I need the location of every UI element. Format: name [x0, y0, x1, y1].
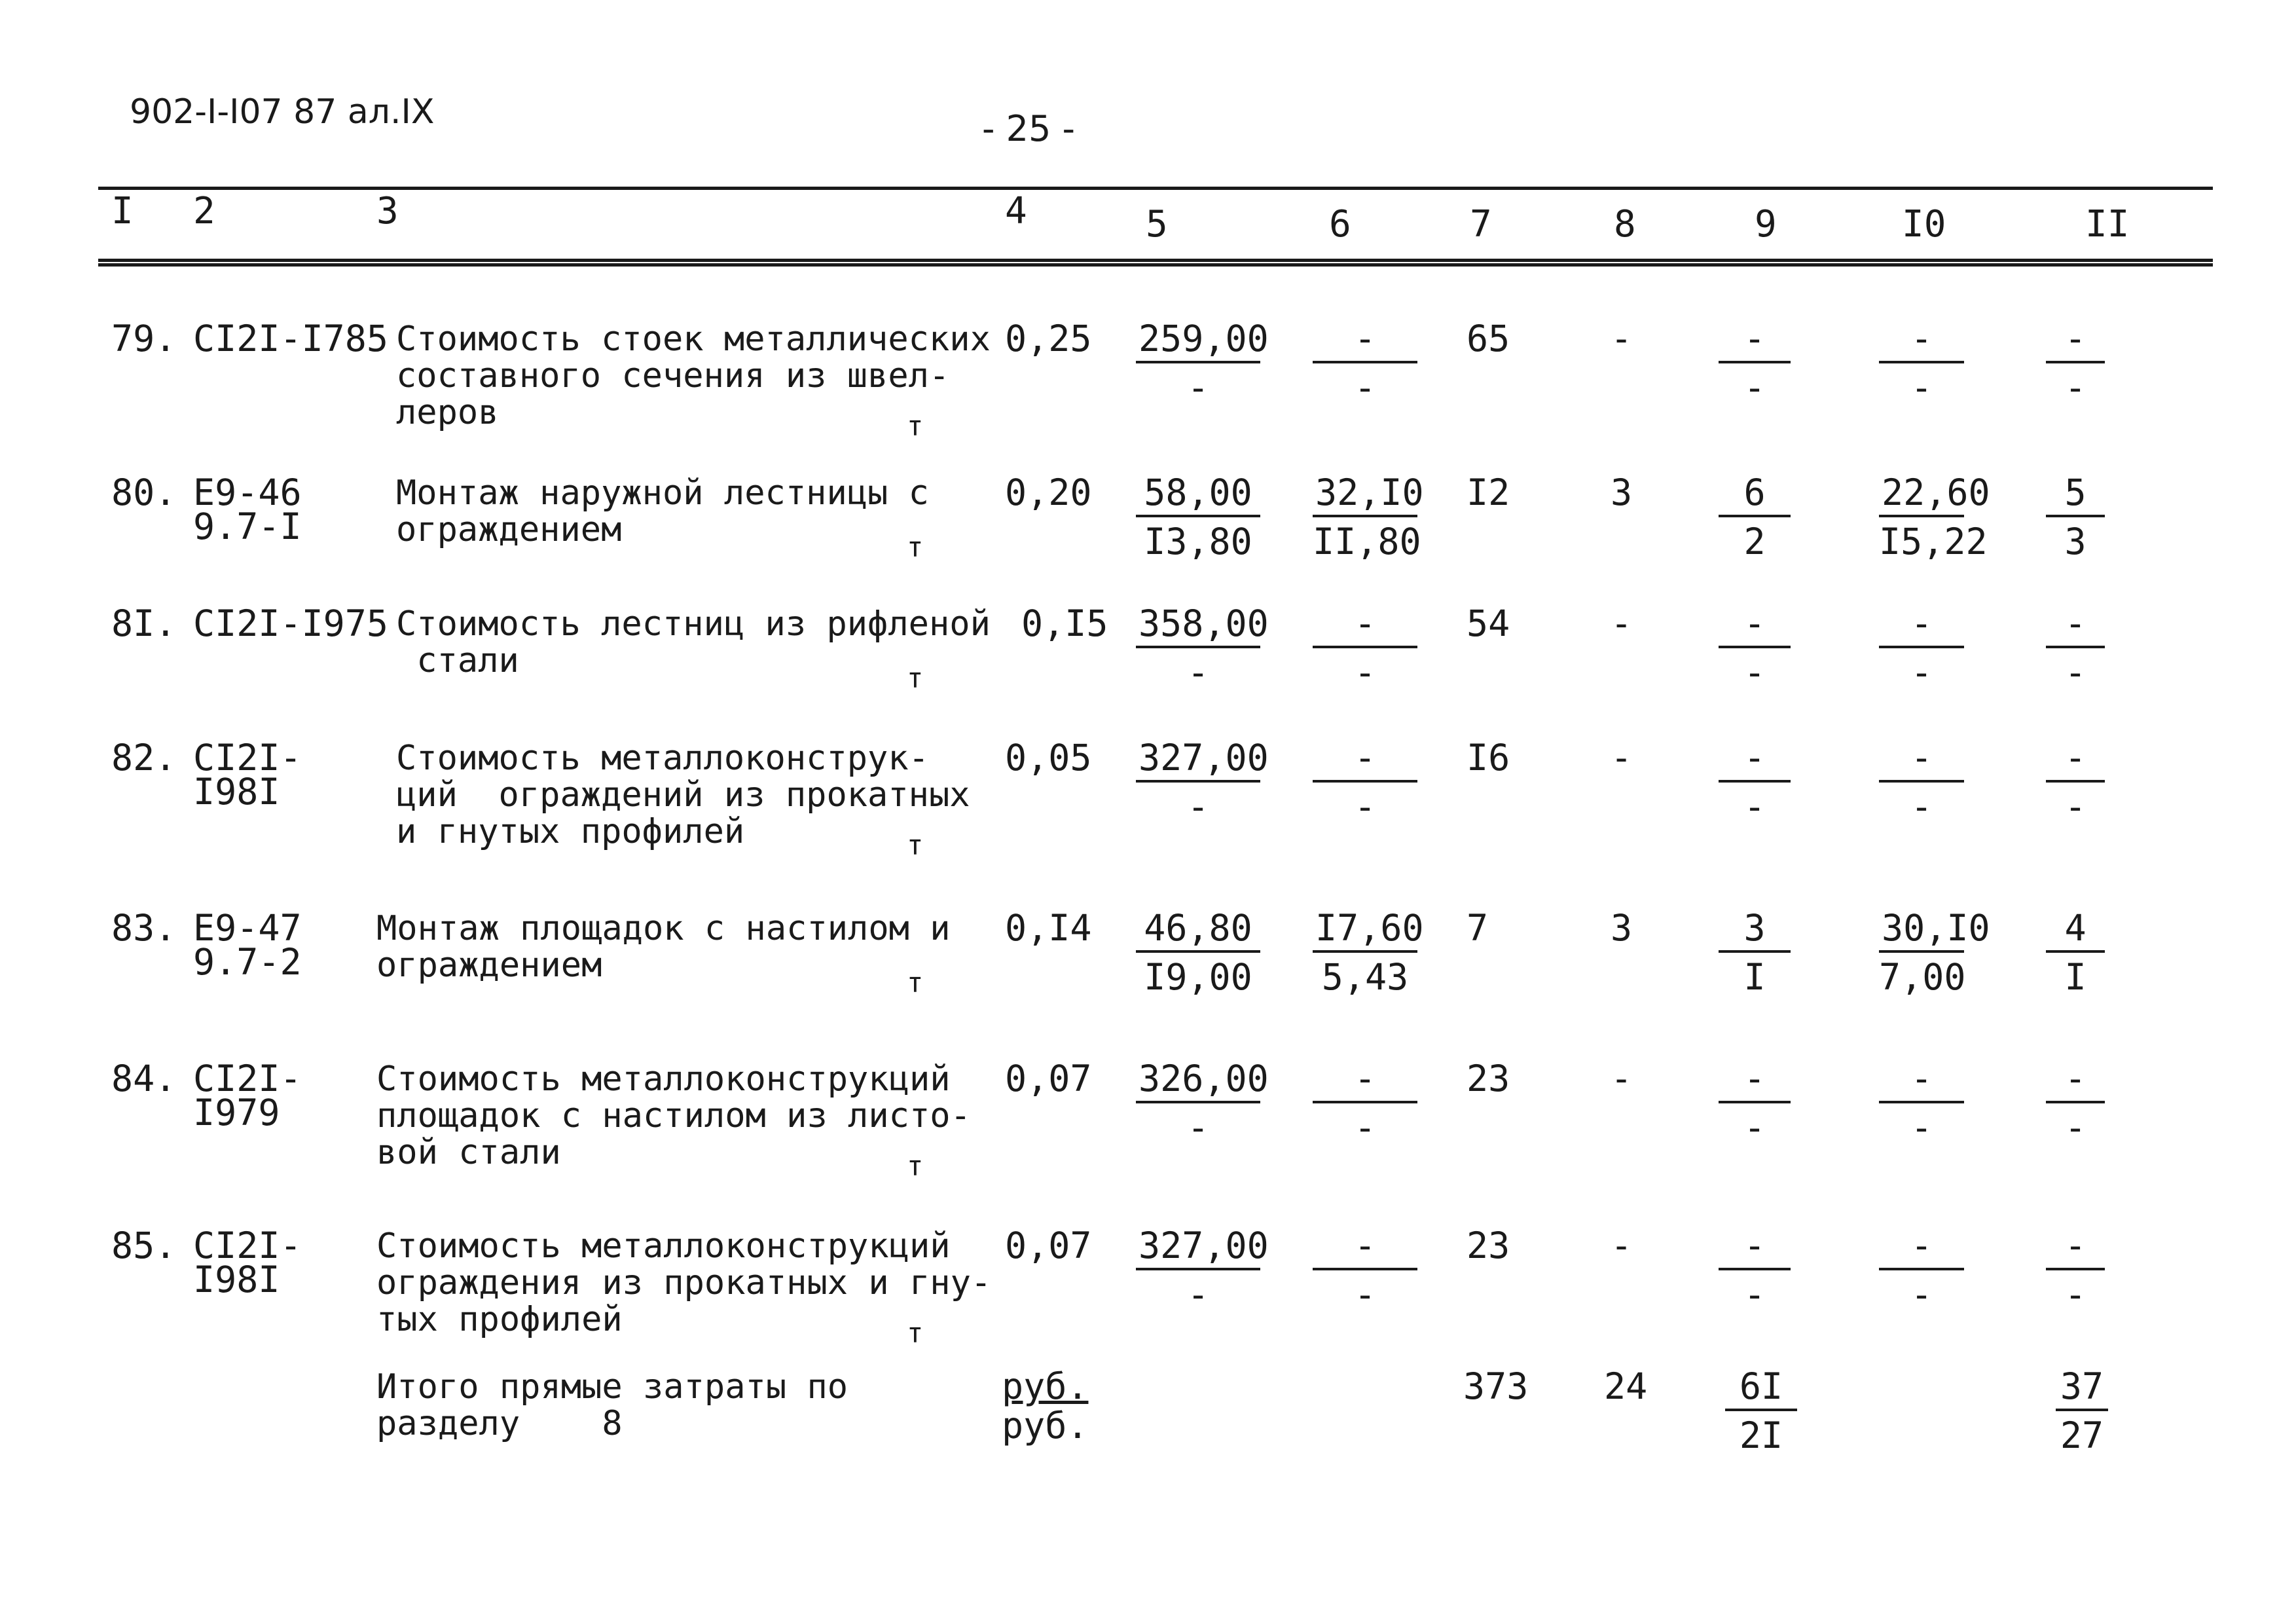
cost-col10-numerator: - [1879, 606, 1964, 648]
cost-col9-numerator: - [1719, 1228, 1791, 1270]
total-unit-bottom: руб. [1002, 1405, 1089, 1447]
cost-col5-numerator: 327,00 [1136, 1228, 1260, 1270]
cost-col6 [1313, 907, 1424, 998]
cost-col6-numerator: - [1313, 321, 1417, 363]
quantity: 0,07 [1005, 1225, 1092, 1266]
cost-col9 [1719, 1058, 1791, 1149]
row-number: 85. [111, 1225, 177, 1266]
column-header: 7 [1470, 203, 1492, 246]
quantity: 0,05 [1005, 737, 1092, 779]
cost-col10 [1879, 1058, 1964, 1149]
cost-col11 [2046, 602, 2105, 693]
quantity: 0,25 [1005, 318, 1092, 360]
cost-col11-numerator: - [2046, 606, 2105, 648]
cost-col5-numerator: 58,00 [1136, 475, 1260, 517]
cost-col11-denominator: - [2064, 1107, 2086, 1149]
cost-code: CI2I- [193, 1225, 302, 1266]
cost-col6-denominator: - [1354, 367, 1376, 409]
work-description: Стоимость лестниц из рифленой [396, 604, 991, 644]
cost-col9-denominator: - [1743, 367, 1766, 409]
page-number: - 25 - [982, 108, 1076, 149]
cost-col6-denominator: - [1354, 786, 1376, 828]
cost-col6 [1313, 1225, 1417, 1316]
cost-col6 [1313, 318, 1417, 409]
cost-col5-denominator: - [1187, 367, 1209, 409]
work-description: ограждением [396, 510, 622, 549]
cost-col5-denominator: - [1187, 1107, 1209, 1149]
work-description: Стоимость металлоконструкций [376, 1060, 951, 1099]
cost-col5 [1136, 1058, 1269, 1149]
work-description: ций ограждений из прокатных [396, 775, 970, 815]
cost-col9-denominator: I [1743, 956, 1766, 998]
cost-col10-numerator: 22,60 [1879, 475, 1964, 517]
cost-col10 [1879, 602, 1964, 693]
cost-col11 [2046, 1225, 2105, 1316]
cost-col6 [1313, 737, 1417, 828]
cost-col10-denominator: - [1910, 652, 1933, 693]
col7-value: 23 [1467, 1225, 1510, 1266]
total-unit-top: руб. [1002, 1365, 1089, 1407]
work-description: Монтаж наружной лестницы с [396, 473, 929, 513]
cost-code: 9.7-2 [193, 941, 302, 983]
cost-col6 [1313, 1058, 1417, 1149]
cost-col11-numerator: - [2046, 321, 2105, 363]
cost-col5-numerator: 46,80 [1136, 910, 1260, 953]
cost-code: CI2I- [193, 1058, 302, 1099]
cost-col11-numerator: - [2046, 1228, 2105, 1270]
cost-col9-numerator: 3 [1719, 910, 1791, 953]
column-header: II [2085, 203, 2130, 246]
total-description: разделу 8 [376, 1404, 623, 1443]
cost-col5 [1136, 471, 1260, 563]
column-header: 6 [1329, 203, 1351, 246]
cost-code: I98I [193, 1259, 280, 1301]
cost-col9 [1719, 1225, 1791, 1316]
cost-col9-denominator: - [1743, 652, 1766, 693]
cost-col9 [1719, 737, 1791, 828]
quantity: 0,20 [1005, 471, 1092, 513]
work-description: площадок с настилом из листо- [376, 1096, 971, 1135]
row-number: 82. [111, 737, 177, 779]
column-header: 3 [376, 190, 399, 232]
cost-col10 [1879, 1225, 1964, 1316]
cost-col10 [1879, 907, 1990, 998]
work-description: составного сечения из швел- [396, 356, 950, 396]
cost-col5 [1136, 907, 1260, 998]
cost-col10-denominator: 7,00 [1879, 956, 1966, 998]
cost-col5-denominator: - [1187, 1274, 1209, 1316]
unit-mark: т [907, 967, 924, 999]
total-description: Итого прямые затраты по [376, 1367, 848, 1407]
row-number: 83. [111, 907, 177, 949]
work-description: стали [396, 641, 519, 680]
column-header: 5 [1146, 203, 1168, 246]
work-description: ограждения из прокатных и гну- [376, 1263, 992, 1302]
cost-col6-denominator: 5,43 [1321, 956, 1409, 998]
cost-col5 [1136, 737, 1269, 828]
cost-col5 [1136, 1225, 1269, 1316]
cost-code: CI2I-I785 [193, 318, 389, 360]
cost-col6-denominator: - [1354, 1274, 1376, 1316]
cost-col6 [1313, 602, 1417, 693]
col8-value: - [1611, 1058, 1633, 1099]
work-description: леров [396, 393, 499, 432]
col8-value: 3 [1611, 471, 1633, 513]
cost-col9-numerator: - [1719, 606, 1791, 648]
cost-col6-numerator: I7,60 [1313, 910, 1417, 953]
cost-col5-numerator: 358,00 [1136, 606, 1260, 648]
total-col9-numerator: 6I [1725, 1369, 1797, 1411]
cost-col10-denominator: - [1910, 786, 1933, 828]
cost-col6 [1313, 471, 1424, 563]
cost-code: E9-46 [193, 471, 302, 513]
work-description: Стоимость металлоконструк- [396, 739, 929, 778]
cost-col9 [1719, 907, 1791, 998]
work-description: Монтаж площадок с настилом и [376, 909, 951, 948]
cost-col5 [1136, 318, 1269, 409]
cost-col5-denominator: I3,80 [1144, 521, 1252, 563]
col8-value: - [1611, 737, 1633, 779]
total-col9-denominator: 2I [1739, 1414, 1783, 1456]
cost-col10 [1879, 471, 1990, 563]
cost-code: CI2I-I975 [193, 602, 389, 644]
cost-col9 [1719, 318, 1791, 409]
cost-col10-denominator: - [1910, 367, 1933, 409]
cost-col11-denominator: I [2064, 956, 2086, 998]
cost-col5-numerator: 326,00 [1136, 1061, 1260, 1103]
cost-col6-denominator: - [1354, 652, 1376, 693]
cost-col9 [1719, 471, 1791, 563]
cost-col9-numerator: - [1719, 1061, 1791, 1103]
total-col7: 373 [1463, 1365, 1529, 1407]
cost-col9-numerator: 6 [1719, 475, 1791, 517]
cost-col11 [2046, 737, 2105, 828]
cost-col6-numerator: - [1313, 1228, 1417, 1270]
column-header: 2 [193, 190, 215, 232]
cost-col11-numerator: - [2046, 1061, 2105, 1103]
cost-col9 [1719, 602, 1791, 693]
cost-col10-numerator: - [1879, 1228, 1964, 1270]
cost-col10-numerator: - [1879, 321, 1964, 363]
cost-col5-denominator: - [1187, 786, 1209, 828]
row-number: 84. [111, 1058, 177, 1099]
cost-code: CI2I- [193, 737, 302, 779]
quantity: 0,I5 [1021, 602, 1108, 644]
col7-value: I2 [1467, 471, 1510, 513]
cost-col6-numerator: - [1313, 606, 1417, 648]
cost-col11 [2046, 471, 2105, 563]
cost-col11-denominator: - [2064, 1274, 2086, 1316]
column-header: I [111, 190, 134, 232]
cost-col5-numerator: 259,00 [1136, 321, 1260, 363]
cost-col11 [2046, 318, 2105, 409]
unit-mark: т [907, 1317, 924, 1349]
cost-col11-denominator: 3 [2064, 521, 2086, 563]
cost-col9-denominator: 2 [1743, 521, 1766, 563]
quantity: 0,I4 [1005, 907, 1092, 949]
cost-col10-numerator: 30,I0 [1879, 910, 1964, 953]
col8-value: - [1611, 1225, 1633, 1266]
column-header: 4 [1005, 190, 1027, 232]
row-number: 8I. [111, 602, 177, 644]
total-col8: 24 [1604, 1365, 1648, 1407]
cost-code: 9.7-I [193, 506, 302, 547]
cost-col6-numerator: - [1313, 1061, 1417, 1103]
cost-col6-numerator: - [1313, 740, 1417, 783]
unit-mark: т [907, 410, 924, 442]
work-description: и гнутых профилей [396, 812, 745, 851]
cost-col6-denominator: - [1354, 1107, 1376, 1149]
column-header: 8 [1614, 203, 1636, 246]
cost-code: E9-47 [193, 907, 302, 949]
cost-code: I98I [193, 771, 280, 813]
table-header-rule [98, 259, 2213, 262]
cost-col10 [1879, 318, 1964, 409]
total-col11 [2056, 1365, 2108, 1456]
total-col11-numerator: 37 [2056, 1369, 2108, 1411]
column-header: I0 [1902, 203, 1946, 246]
cost-col9-numerator: - [1719, 321, 1791, 363]
unit-mark: т [907, 829, 924, 861]
row-number: 79. [111, 318, 177, 360]
total-col9 [1725, 1365, 1797, 1456]
col8-value: 3 [1611, 907, 1633, 949]
col7-value: 7 [1467, 907, 1489, 949]
cost-col10-numerator: - [1879, 1061, 1964, 1103]
cost-col11-denominator: - [2064, 652, 2086, 693]
col7-value: 54 [1467, 602, 1510, 644]
quantity: 0,07 [1005, 1058, 1092, 1099]
work-description: тых профилей [376, 1300, 623, 1339]
cost-col9-denominator: - [1743, 786, 1766, 828]
col7-value: 65 [1467, 318, 1510, 360]
cost-col5-denominator: - [1187, 652, 1209, 693]
cost-col11-denominator: - [2064, 786, 2086, 828]
cost-col5 [1136, 602, 1269, 693]
cost-col6-numerator: 32,I0 [1313, 475, 1417, 517]
work-description: Стоимость стоек металлических [396, 320, 991, 359]
total-col11-denominator: 27 [2060, 1414, 2104, 1456]
col7-value: 23 [1467, 1058, 1510, 1099]
table-header-rule-2 [98, 263, 2213, 267]
cost-col10 [1879, 737, 1964, 828]
unit-mark: т [907, 531, 924, 563]
work-description: ограждением [376, 946, 602, 985]
cost-col9-denominator: - [1743, 1274, 1766, 1316]
column-header: 9 [1755, 203, 1777, 246]
cost-col11 [2046, 1058, 2105, 1149]
cost-code: I979 [193, 1092, 280, 1134]
cost-col6-denominator: II,80 [1313, 521, 1421, 563]
cost-col11-denominator: - [2064, 367, 2086, 409]
col8-value: - [1611, 318, 1633, 360]
cost-col11 [2046, 907, 2105, 998]
cost-col5-denominator: I9,00 [1144, 956, 1252, 998]
cost-col10-denominator: I5,22 [1879, 521, 1988, 563]
cost-col9-numerator: - [1719, 740, 1791, 783]
unit-mark: т [907, 662, 924, 694]
row-number: 80. [111, 471, 177, 513]
table-top-rule [98, 187, 2213, 190]
col7-value: I6 [1467, 737, 1510, 779]
cost-col5-numerator: 327,00 [1136, 740, 1260, 783]
cost-col9-denominator: - [1743, 1107, 1766, 1149]
cost-col11-numerator: 5 [2046, 475, 2105, 517]
work-description: вой стали [376, 1133, 561, 1172]
cost-col10-denominator: - [1910, 1274, 1933, 1316]
unit-mark: т [907, 1150, 924, 1182]
cost-col10-denominator: - [1910, 1107, 1933, 1149]
cost-col11-numerator: 4 [2046, 910, 2105, 953]
work-description: Стоимость металлоконструкций [376, 1227, 951, 1266]
cost-col11-numerator: - [2046, 740, 2105, 783]
document-code: 902-I-I07 87 ал.IX [130, 92, 435, 132]
col8-value: - [1611, 602, 1633, 644]
cost-col10-numerator: - [1879, 740, 1964, 783]
